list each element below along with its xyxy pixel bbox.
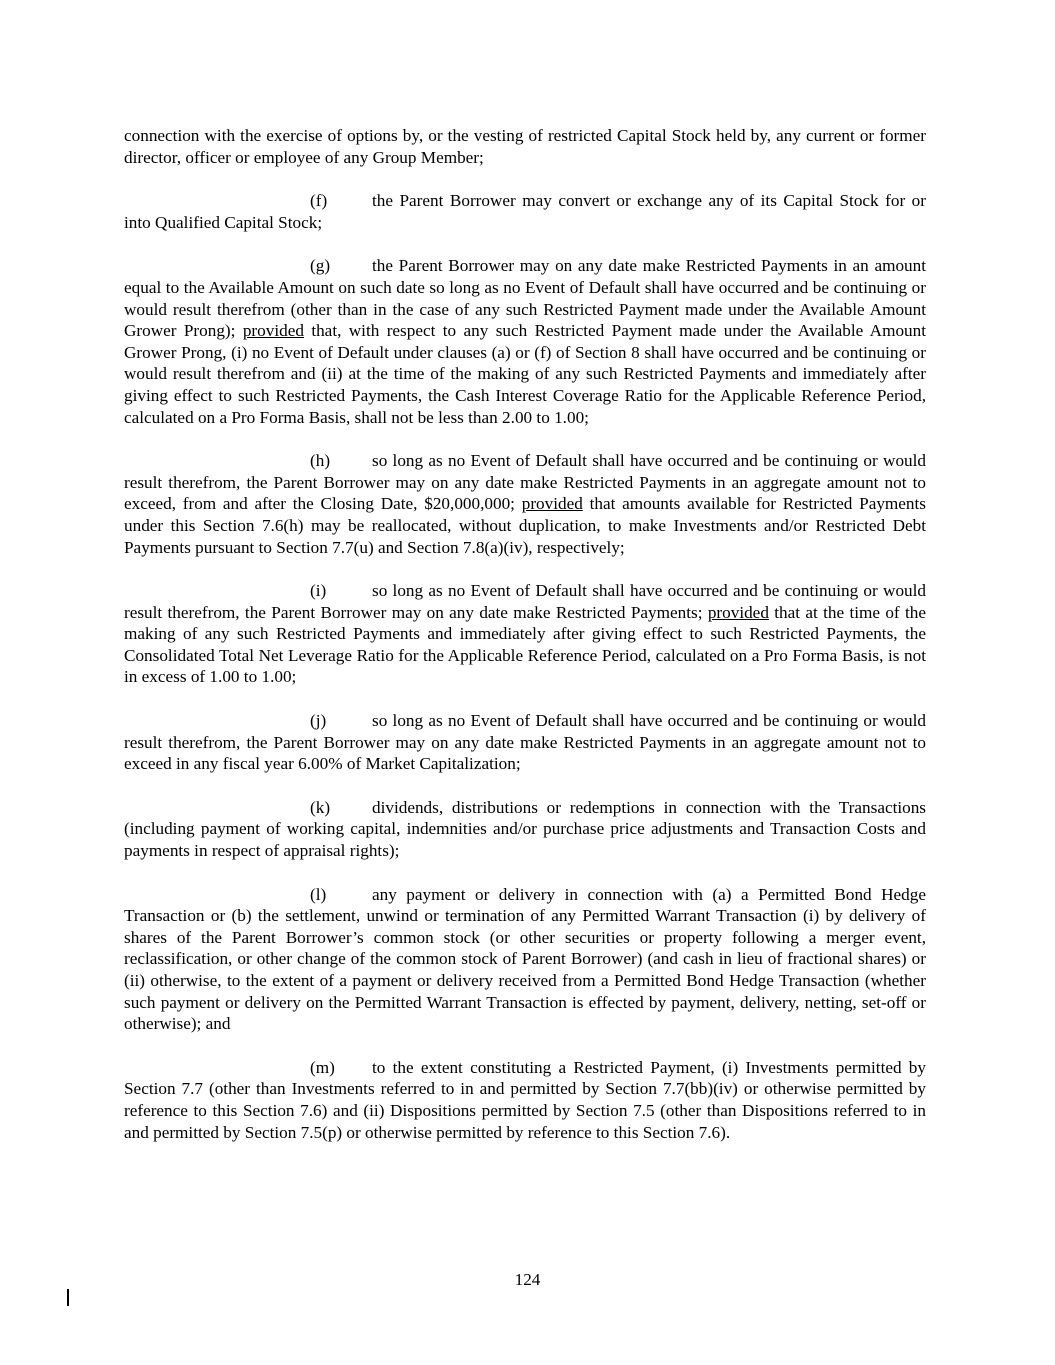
clause-text: so long as no Event of Default shall have occurred and be continuing or would result therefrom, the Parent Borrower may on any date make Restricted Payments in an aggregate amount not to exceed in any fiscal year 6.00% of Market Capitalization; bbox=[124, 711, 926, 774]
clause-k bbox=[124, 797, 926, 862]
clause-label: (l) bbox=[310, 884, 327, 904]
provided-term: provided bbox=[521, 494, 583, 514]
clause-label: (k) bbox=[310, 797, 331, 817]
revision-margin-bar bbox=[67, 1289, 69, 1306]
clause-h bbox=[124, 450, 926, 558]
document-page bbox=[124, 125, 926, 1165]
clause-label: (h) bbox=[310, 451, 331, 471]
clause-text: to the extent constituting a Restricted Payment, (i) Investments permitted by Section 7.7 (other than Investments referred to in and permitted by Section 7.7(bb)(iv) or otherwise permitted by reference to this Section 7.6) and (ii) Dispositions permitted by Section 7.5 (other than Dispositions referred to in and permitted by Section 7.5(p) or otherwise permitted by reference to this Section 7.6). bbox=[124, 1057, 926, 1142]
clause-f bbox=[124, 190, 926, 233]
clause-l bbox=[124, 884, 926, 1035]
clause-m bbox=[124, 1057, 926, 1143]
clause-label: (f) bbox=[310, 191, 328, 211]
clause-text: the Parent Borrower may on any date make Restricted Payments in an amount equal to the Available Amount on such date so long as no Event of Default shall have occurred and be continuing or would result therefrom (other than in the case of any such Restricted Payment made under the Available Amount Grower Prong); bbox=[124, 256, 926, 341]
clause-g bbox=[124, 255, 926, 428]
clause-text: the Parent Borrower may convert or exchange any of its Capital Stock for or into Qualified Capital Stock; bbox=[124, 191, 926, 232]
provided-term: provided bbox=[242, 321, 304, 341]
provided-term: provided bbox=[707, 602, 769, 622]
clause-label: (g) bbox=[310, 256, 331, 276]
clause-label: (i) bbox=[310, 581, 327, 601]
clause-text: any payment or delivery in connection with (a) a Permitted Bond Hedge Transaction or (b) the settlement, unwind or termination of any Permitted Warrant Transaction (i) by delivery of shares of the Parent Borrower’s common stock (or other securities or property following a merger event, reclassification, or other change of the common stock of Parent Borrower) (and cash in lieu of fractional shares) or (ii) otherwise, to the extent of a payment or delivery received from a Permitted Bond Hedge Transaction (whether such payment or delivery on the Permitted Warrant Transaction is effected by payment, delivery, netting, set-off or otherwise); and bbox=[124, 884, 926, 1034]
clause-text-continued: that, with respect to any such Restricted Payment made under the Available Amount Grower Prong, (i) no Event of Default under clauses (a) or (f) of Section 8 shall have occurred and be continuing or would result therefrom and (ii) at the time of the making of any such Restricted Payments and immediately after giving effect to such Restricted Payments, the Cash Interest Coverage Ratio for the Applicable Reference Period, calculated on a Pro Forma Basis, shall not be less than 2.00 to 1.00; bbox=[124, 321, 927, 427]
clause-j bbox=[124, 710, 926, 775]
page-number: 124 bbox=[514, 1270, 541, 1289]
clause-text: so long as no Event of Default shall have occurred and be continuing or would result therefrom, the Parent Borrower may on any date make Restricted Payments; bbox=[124, 581, 926, 622]
clause-label: (j) bbox=[310, 711, 327, 731]
clause-label: (m) bbox=[310, 1057, 335, 1077]
clause-text-continued: that at the time of the making of any such Restricted Payments and immediately after giving effect to such Restricted Payments, the Consolidated Total Net Leverage Ratio for the Applicable Reference Period, calculated on a Pro Forma Basis, is not in excess of 1.00 to 1.00; bbox=[124, 602, 926, 687]
clause-i bbox=[124, 580, 926, 688]
clause-text: dividends, distributions or redemptions in connection with the Transactions (including payment of working capital, indemnities and/or purchase price adjustments and Transaction Costs and payments in respect of appraisal rights); bbox=[124, 797, 926, 861]
clause-text-continued: that amounts available for Restricted Payments under this Section 7.6(h) may be reallocated, without duplication, to make Investments and/or Restricted Debt Payments pursuant to Section 7.7(u) and Section 7.8(a)(iv), respectively; bbox=[124, 494, 926, 557]
clause-text: so long as no Event of Default shall have occurred and be continuing or would result therefrom, the Parent Borrower may on any date make Restricted Payments in an aggregate amount not to exceed, from and after the Closing Date, $20,000,000; bbox=[124, 451, 926, 514]
continuation-paragraph: connection with the exercise of options by, or the vesting of restricted Capital Stock held by, any current or former director, officer or employee of any Group Member; bbox=[124, 126, 926, 167]
